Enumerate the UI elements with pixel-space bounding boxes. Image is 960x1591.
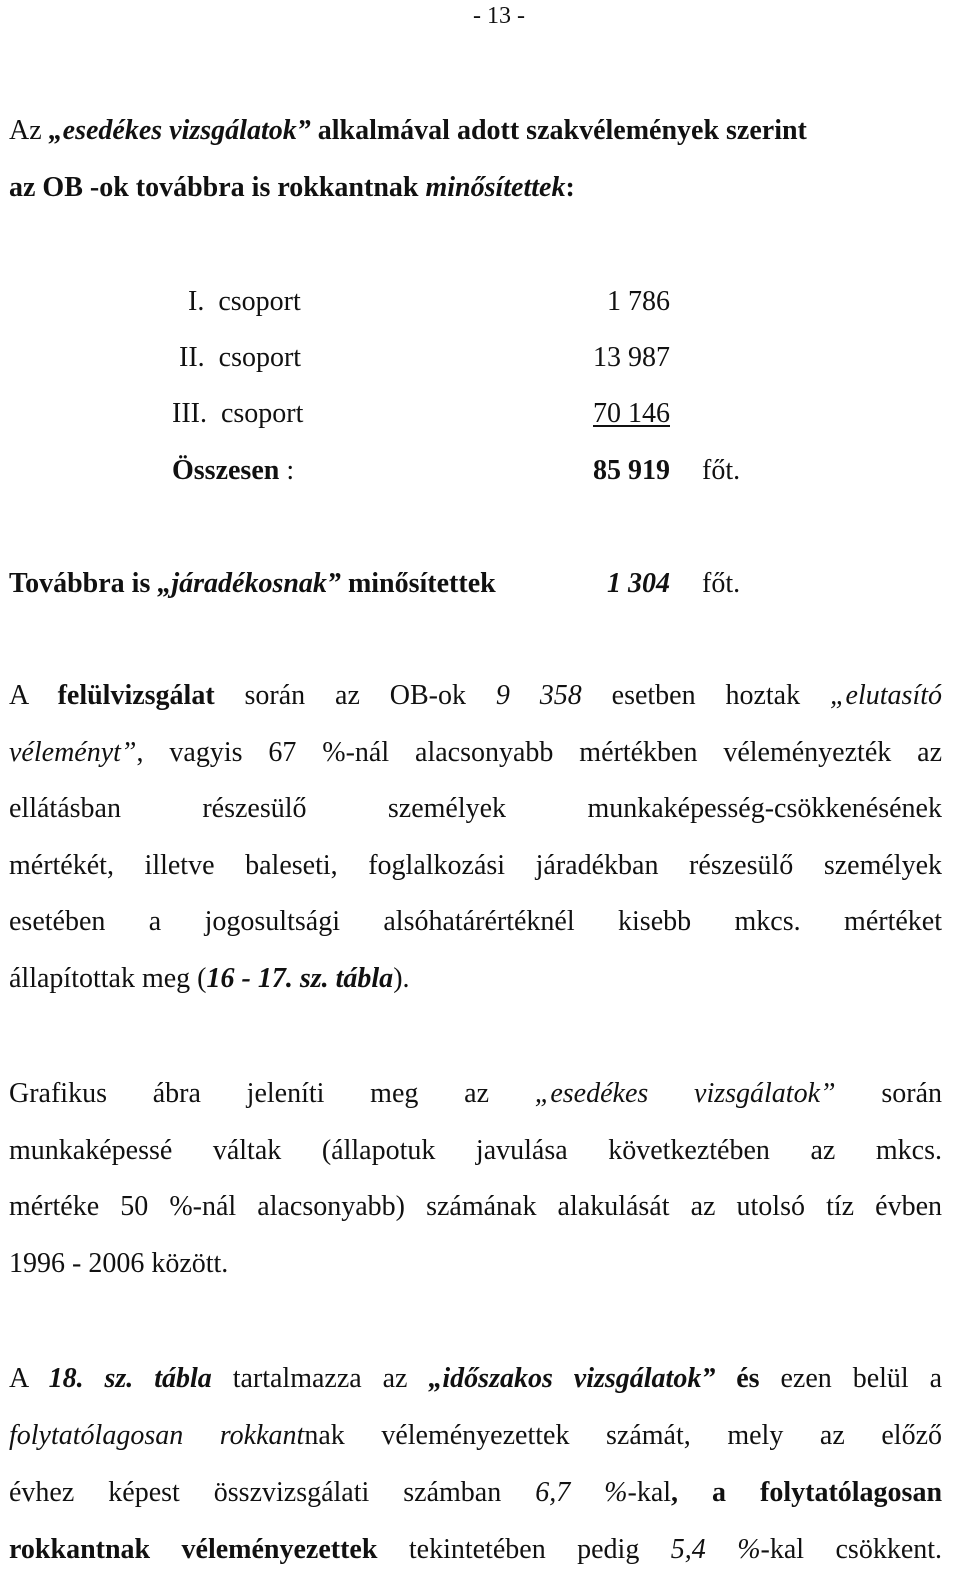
p1-line-2: véleményt”, vagyis 67 %-nál alacsonyabb mértékben véleményezték az <box>9 736 942 768</box>
paragraph-felulvizsgalat <box>9 668 942 1007</box>
total-value: 85 919 <box>593 455 670 486</box>
group-value-2: 13 987 <box>593 342 670 373</box>
page-number: - 13 - <box>473 3 525 29</box>
p2-line-4: 1996 - 2006 között. <box>9 1247 229 1279</box>
p1-line-6: állapítottak meg (16 - 17. sz. tábla). <box>9 962 410 994</box>
paragraph-18-tabla <box>9 1350 942 1578</box>
jaradek-unit: főt. <box>702 568 741 599</box>
group-label-1: I. csoport <box>188 286 301 317</box>
p3-line-3: évhez képest összvizsgálati számban 6,7 %-kal, a folytatólagosan <box>9 1477 943 1508</box>
p1-line-5: esetében a jogosultsági alsóhatárértéknél kisebb mkcs. mértéket <box>9 906 942 937</box>
paragraph-grafikus <box>9 1066 942 1292</box>
jaradek-label: Továbbra is „járadékosnak” minősítettek <box>9 568 496 599</box>
jaradek-value: 1 304 <box>607 568 670 599</box>
p2-line-3: mértéke 50 %-nál alacsonyabb) számának alakulását az utolsó tíz évben <box>9 1191 942 1222</box>
p1-line-3: ellátásban részesülő személyek munkaképesség-csökkenésének <box>9 793 942 824</box>
p2-line-2: munkaképessé váltak (állapotuk javulása következtében az mkcs. <box>9 1134 942 1166</box>
p3-line-4: rokkantnak véleményezettek tekintetében pedig 5,4 %-kal csökkent. <box>9 1534 943 1565</box>
group-value-1: 1 786 <box>607 286 670 317</box>
heading-line-1: Az „esedékes vizsgálatok” alkalmával adott szakvélemények szerint <box>9 115 807 146</box>
p1-line-1: A felülvizsgálat során az OB-ok 9 358 esetben hoztak „elutasító <box>9 680 942 711</box>
group-value-3: 70 146 <box>593 398 670 429</box>
p3-line-1: A 18. sz. tábla tartalmazza az „időszakos vizsgálatok” és ezen belül a <box>9 1363 943 1394</box>
p2-line-1: Grafikus ábra jeleníti meg az „esedékes vizsgálatok” során <box>9 1078 943 1109</box>
heading-line-2: az OB -ok továbbra is rokkantnak minősítettek: <box>9 172 575 203</box>
total-label: Összesen : <box>172 455 295 486</box>
p1-line-4: mértékét, illetve baleseti, foglalkozási járadékban részesülő személyek <box>9 849 942 881</box>
p3-line-2: folytatólagosan rokkantnak véleményezettek számát, mely az előző <box>9 1420 942 1451</box>
total-unit: főt. <box>702 455 741 486</box>
group-label-2: II. csoport <box>179 342 302 373</box>
group-label-3: III. csoport <box>172 398 304 429</box>
